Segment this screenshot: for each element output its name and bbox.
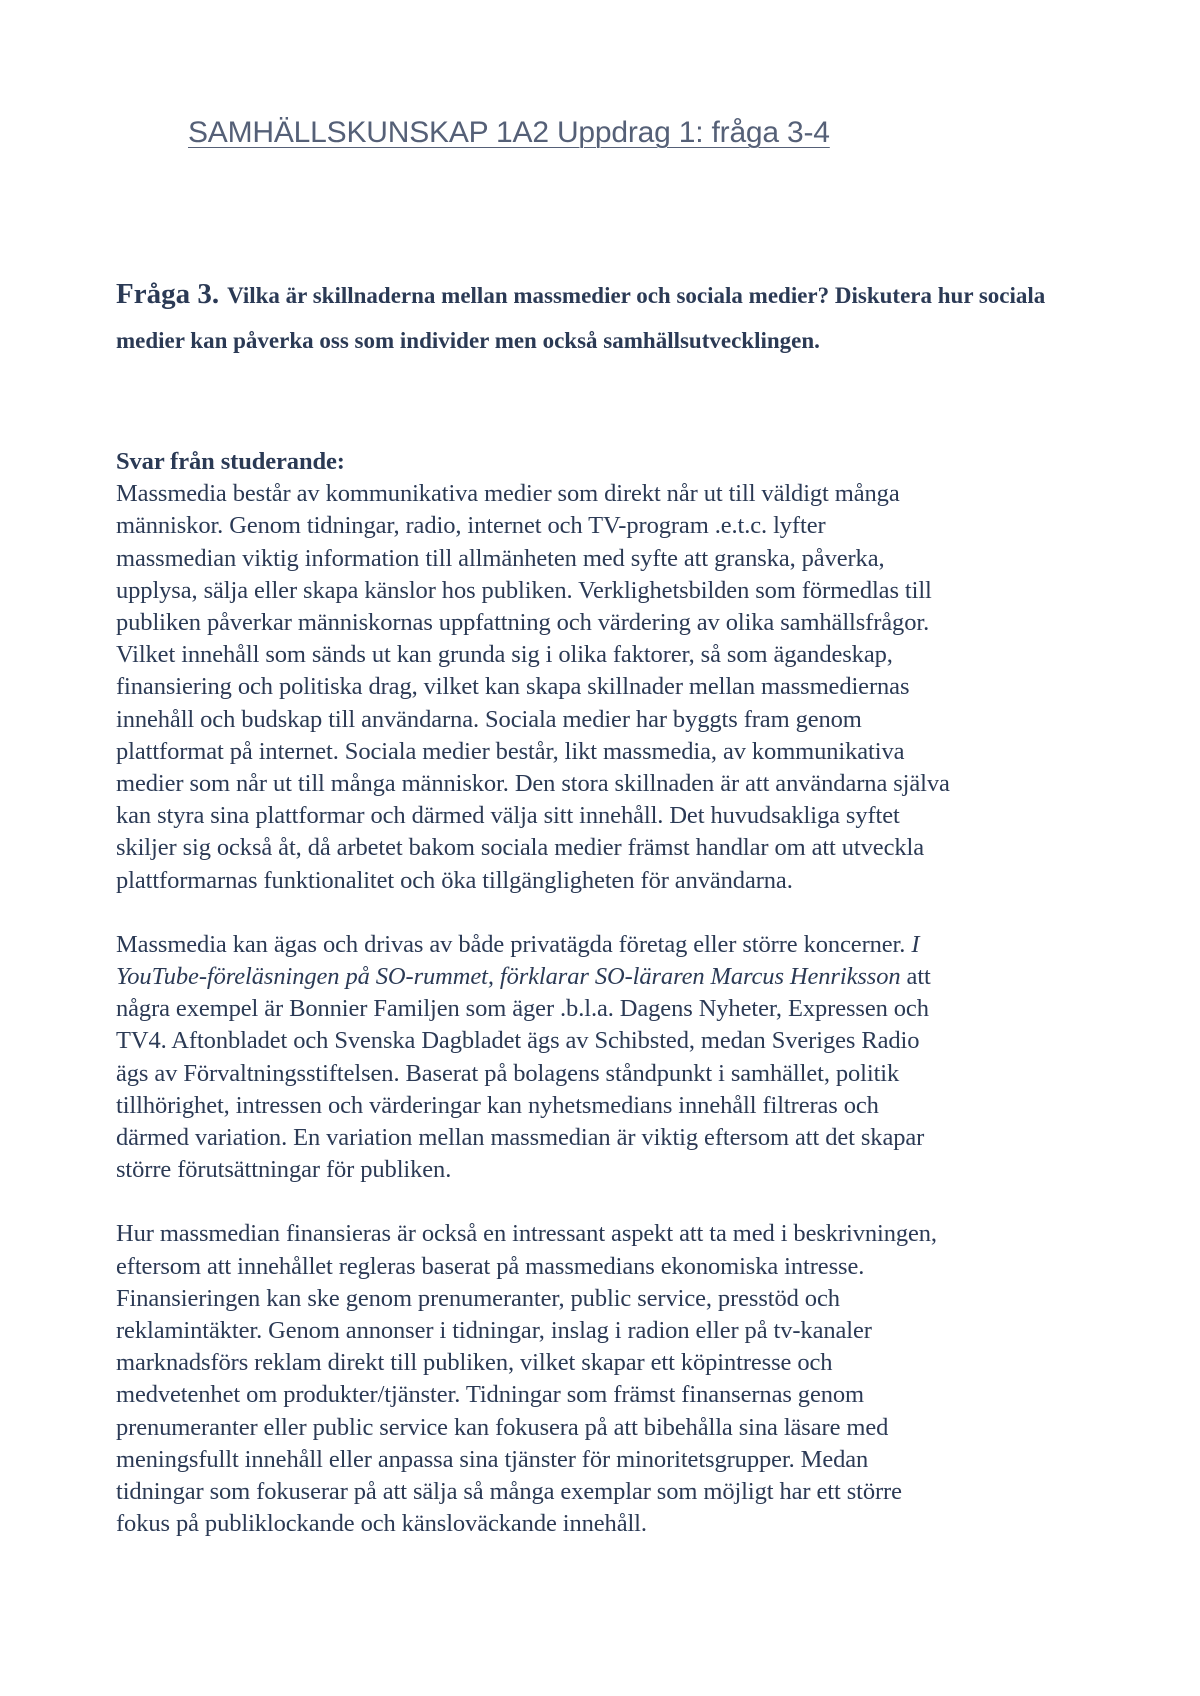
paragraph-2-start: Massmedia kan ägas och drivas av både privatägda företag eller större koncerner. bbox=[116, 930, 912, 958]
answer-paragraph-1: Massmedia består av kommunikativa medier som direkt når ut till väldigt många människor. Genom tidningar, radio, internet och TV-program .e.t.c. lyfter massmedian viktig information till allmänheten med syfte att granska, påverka, upplysa, sälja eller skapa känslor hos publiken. Verklighetsbilden som förmedlas till publiken påverkar människornas uppfattning och värdering av olika samhällsfrågor. Vilket innehåll som sänds ut kan grunda sig i olika faktorer, så som ägandeskap, finansiering och politiska drag, vilket kan skapa skillnader mellan massmediernas innehåll och budskap till användarna. Sociala medier har byggts fram genom plattformat på internet. Sociala medier består, likt massmedia, av kommunikativa medier som når ut till många människor. Den stora skillnaden är att användarna själva kan styra sina plattformar och därmed välja sitt innehåll. Det huvudsakliga syftet skiljer sig också åt, då arbetet bakom sociala medier främst handlar om att utveckla plattformarnas funktionalitet och öka tillgängligheten för användarna. bbox=[116, 480, 950, 894]
answer-heading: Svar från studerande: bbox=[116, 448, 345, 475]
answer-paragraph-3: Hur massmedian finansieras är också en intressant aspekt att ta med i beskrivningen, eftersom att innehållet regleras baserat på massmedians ekonomiska intresse. Finansieringen kan ske genom prenumeranter, public service, presstöd och reklamintäkter. Genom annonser i tidningar, inslag i radion eller på tv-kanaler marknadsförs reklam direkt till publiken, vilket skapar ett köpintresse och medvetenhet om produkter/tjänster. Tidningar som främst finansernas genom prenumeranter eller public service kan fokusera på att bibehålla sina läsare med meningsfullt innehåll eller anpassa sina tjänster för minoritetsgrupper. Medan tidningar som fokuserar på att sälja så många exemplar som möjligt har ett större fokus på publiklockande och känsloväckande innehåll. bbox=[116, 1220, 937, 1538]
question-text: Vilka är skillnaderna mellan massmedier och sociala medier? Diskutera hur sociala medier kan påverka oss som individer men också samhällsutvecklingen. bbox=[116, 283, 1046, 353]
question-block bbox=[116, 272, 1106, 363]
answer-body bbox=[116, 446, 1116, 1541]
paragraph-2-italic-reference: I YouTube-föreläsningen på SO-rummet, förklarar SO-läraren Marcus Henriksson bbox=[116, 930, 920, 991]
answer-paragraph-2 bbox=[116, 929, 1116, 1187]
document-title: SAMHÄLLSKUNSKAP 1A2 Uppdrag 1: fråga 3-4 bbox=[188, 116, 830, 149]
paragraph-2-end: att några exempel är Bonnier Familjen som äger .b.l.a. Dagens Nyheter, Expressen och TV4. Aftonbladet och Svenska Dagbladet ägs av Schibsted, medan Sveriges Radio ägs av Förvaltningsstiftelsen. Baserat på bolagens ståndpunkt i samhället, politik tillhörighet, intressen och värderingar kan nyhetsmedians innehåll filtreras och därmed variation. En variation mellan massmedian är viktig eftersom att det skapar större förutsättningar för publiken. bbox=[116, 963, 931, 1184]
question-label: Fråga 3. bbox=[116, 278, 220, 310]
